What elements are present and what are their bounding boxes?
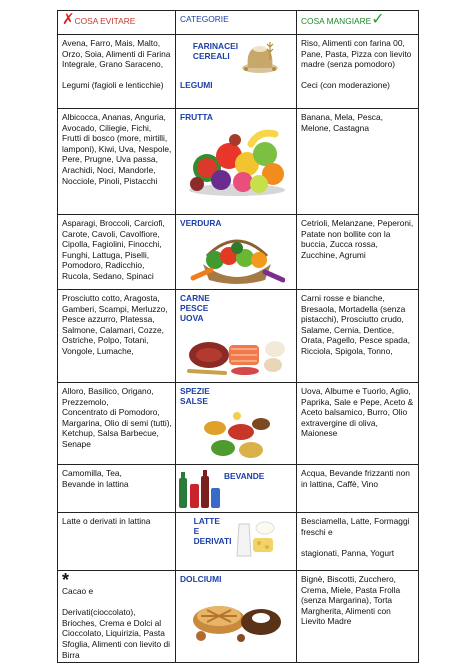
category-cell: [176, 109, 297, 215]
avoid-text: Asparagi, Broccoli, Carciofi, Carote, Cavoli, Cavolfiore, Cipolla, Fagiolini, Finocchi, Funghi, Lattuga, Piselli, Pomodoro, Radicchio, Rucola, Sedano, Spinaci: [62, 218, 165, 281]
table-row: [58, 571, 419, 663]
dairy-image: [235, 516, 279, 560]
eat-cell: [297, 290, 419, 383]
table-row: [58, 35, 419, 109]
category-cell: [176, 383, 297, 465]
category-label: FARINACEI CEREALI: [192, 41, 239, 61]
x-mark-icon: ✗: [62, 10, 75, 28]
table-row: [58, 109, 419, 215]
eat-cell: [297, 35, 419, 109]
eat-cell: [297, 383, 419, 465]
avoid-text: Camomilla, Tea, Bevande in lattina: [62, 468, 129, 489]
table-row: [58, 465, 419, 513]
header-avoid-label: COSA EVITARE: [74, 16, 136, 26]
category-cell: [176, 571, 297, 663]
check-mark-icon: ✓: [371, 9, 385, 28]
eat-text: Cetrioli, Melanzane, Peperoni, Patate non bollite con la buccia, Zucca rossa, Zucchine, Agrumi: [301, 218, 414, 260]
table-row: [58, 383, 419, 465]
avoid-text: Alloro, Basilico, Origano, Prezzemolo, Concentrato di Pomodoro, Margarina, Olio di semi (tutti), Ketchup, Salsa Barbecue, Senape: [62, 386, 172, 449]
category-label: VERDURA: [180, 218, 222, 228]
grain-sack-image: [240, 38, 280, 74]
asterisk-mark: *: [62, 570, 70, 590]
avoid-text: Prosciutto cotto, Aragosta, Gamberi, Scampi, Merluzzo, Pesce azzurro, Platessa, Salmone, Calamari, Cozze, Ostriche, Polpo, Totani, Vongole, Lumache,: [62, 293, 168, 356]
category-label-legumi: LEGUMI: [180, 80, 213, 90]
category-cell: [176, 465, 297, 513]
vegetable-basket-image: [189, 230, 285, 286]
avoid-text: Cacao e Derivati(cioccolato), Brioches, Crema e Dolci al Cioccolato, Liquirizia, Pasta Sfoglia, Alimenti con lievito di Birra: [62, 586, 170, 660]
avoid-cell: [58, 35, 176, 109]
avoid-cell: [58, 215, 176, 290]
eat-text: Carni rosse e bianche, Bresaola, Mortadella (senza pistacchi), Prosciutto crudo, Salame, Cernia, Dentice, Orata, Pagello, Pesce spada, Ricciola, Spigola, Tonno,: [301, 293, 410, 356]
meat-fish-eggs-image: [185, 325, 289, 377]
eat-cell: [297, 109, 419, 215]
category-label: BEVANDE: [224, 471, 265, 481]
avoid-cell: [58, 465, 176, 513]
category-cell: [176, 35, 297, 109]
eat-cell: [297, 571, 419, 663]
spices-sauces-image: [201, 408, 273, 462]
eat-text: Uova, Albume e Tuorlo, Aglio, Paprika, Sale e Pepe, Aceto & Aceto balsamico, Burro, Olio extravergine di oliva, Maionese: [301, 386, 414, 439]
header-avoid: [58, 11, 176, 35]
avoid-text: Avena, Farro, Mais, Malto, Orzo, Soia, Alimenti di Farina Integrale, Grano Saraceno, Legumi (fagioli e lenticchie): [62, 38, 171, 91]
category-cell: [176, 290, 297, 383]
avoid-cell: [58, 109, 176, 215]
eat-text: Acqua, Bevande frizzanti non in lattina, Caffè, Vino: [301, 468, 410, 489]
avoid-cell: [58, 571, 176, 663]
eat-text: Riso, Alimenti con farina 00, Pane, Pasta, Pizza con lievito madre (senza pomodoro) Ceci (con moderazione): [301, 38, 412, 91]
category-label: DOLCIUMI: [180, 574, 222, 584]
category-cell: [176, 215, 297, 290]
header-eat: [297, 11, 419, 35]
header-row: [58, 11, 419, 35]
header-categories: [176, 11, 297, 35]
table-row: [58, 290, 419, 383]
eat-cell: [297, 513, 419, 571]
avoid-text: Latte o derivati in lattina: [62, 516, 151, 526]
avoid-cell: [58, 383, 176, 465]
category-label: FRUTTA: [180, 112, 213, 122]
eat-text: Bignè, Biscotti, Zucchero, Crema, Miele, Pasta Frolla (senza Margarina), Torta Margherita, Alimenti con Lievito Madre: [301, 574, 401, 627]
category-label: SPEZIE SALSE: [180, 386, 210, 406]
category-cell: [176, 513, 297, 571]
avoid-cell: [58, 513, 176, 571]
desserts-image: [189, 586, 285, 642]
fruit-basket-image: [185, 124, 289, 198]
avoid-text: Albicocca, Ananas, Anguria, Avocado, Ciliegie, Fichi, Frutti di bosco (more, mirtilli, lamponi), Kiwi, Uva, Nespole, Pere, Prugne, Uva passa, Arachidi, Noci, Mandorle, Nocciole, Pinoli, Pistacchi: [62, 112, 172, 186]
table-row: [58, 513, 419, 571]
eat-cell: [297, 465, 419, 513]
header-categories-label: CATEGORIE: [180, 14, 229, 24]
table-row: [58, 215, 419, 290]
category-label: CARNE PESCE UOVA: [180, 293, 210, 323]
food-table: [57, 10, 419, 663]
eat-text: Banana, Mela, Pesca, Melone, Castagna: [301, 112, 383, 133]
avoid-cell: [58, 290, 176, 383]
drinks-image: [176, 468, 222, 510]
category-label: LATTE E DERIVATI: [193, 516, 232, 546]
header-eat-label: COSA MANGIARE: [301, 16, 372, 26]
eat-text: Besciamella, Latte, Formaggi freschi e stagionati, Panna, Yogurt: [301, 516, 410, 558]
eat-cell: [297, 215, 419, 290]
